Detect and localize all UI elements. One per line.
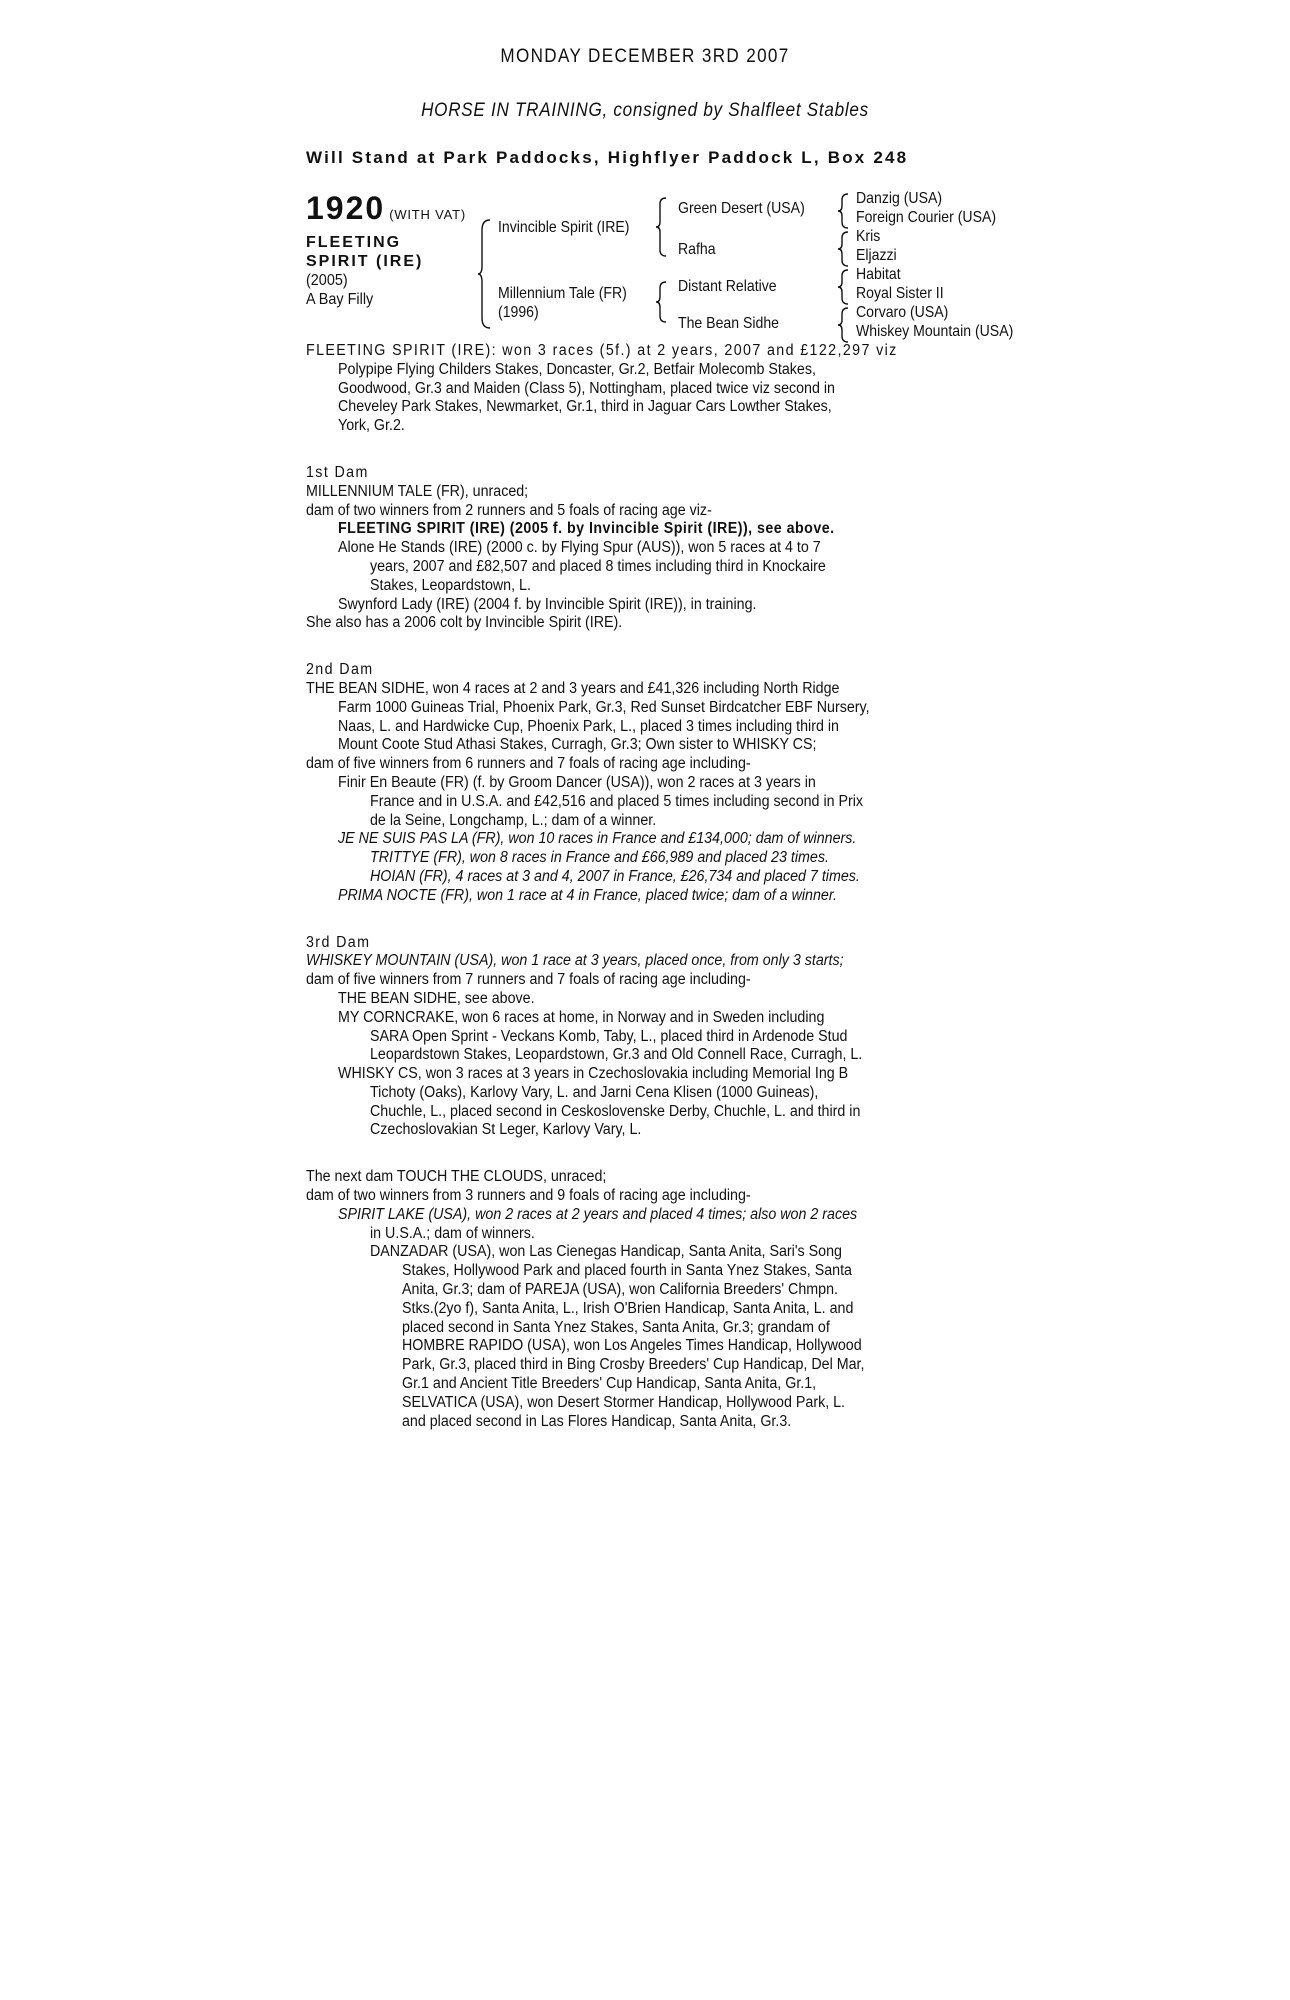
- text-line: PRIMA NOCTE (FR), won 1 race at 4 in France, placed twice; dam of a winner.: [338, 886, 838, 904]
- g5-name: Habitat: [856, 266, 901, 283]
- text-line: WHISKEY MOUNTAIN (USA), won 1 race at 3 years, placed once, from only 3 starts;: [306, 952, 844, 970]
- text-line: HOIAN (FR), 4 races at 3 and 4, 2007 in France, £26,734 and placed 7 times.: [370, 867, 860, 885]
- text-line: dam of two winners from 3 runners and 9 foals of racing age including-: [306, 1187, 751, 1205]
- sire-dam-name: Rafha: [678, 241, 716, 258]
- pedigree-brace-g78: [836, 306, 852, 344]
- g1-name: Danzig (USA): [856, 190, 943, 207]
- text-line: Park, Gr.3, placed third in Bing Crosby Breeders' Cup Handicap, Del Mar,: [402, 1356, 865, 1374]
- text-line: SPIRIT LAKE (USA), won 2 races at 2 years and placed 4 times; also won 2 races: [338, 1205, 858, 1223]
- pedigree-brace-g56: [836, 268, 852, 306]
- text-line: de la Seine, Longchamp, L.; dam of a winner.: [370, 811, 657, 829]
- text-line: dam of two winners from 2 runners and 5 foals of racing age viz-: [306, 501, 712, 519]
- text-line: Stks.(2yo f), Santa Anita, L., Irish O'Brien Handicap, Santa Anita, L. and: [402, 1299, 854, 1317]
- text-line: FLEETING SPIRIT (IRE): won 3 races (5f.) at 2 years, 2007 and £122,297 viz: [306, 342, 898, 359]
- g6-name: Royal Sister II: [856, 285, 944, 302]
- text-line: WHISKY CS, won 3 races at 3 years in Czechoslovakia including Memorial Ing B: [338, 1065, 849, 1083]
- text-line: Gr.1 and Ancient Title Breeders' Cup Handicap, Santa Anita, Gr.1,: [402, 1375, 817, 1393]
- text-line: The next dam TOUCH THE CLOUDS, unraced;: [306, 1168, 607, 1186]
- pedigree-brace-g34: [836, 230, 852, 268]
- text-line: SARA Open Sprint - Veckans Komb, Taby, L., placed third in Ardenode Stud: [370, 1027, 848, 1045]
- g3-name: Kris: [856, 228, 881, 245]
- catalogue-entry-text: [306, 342, 1006, 1431]
- text-line: Stakes, Hollywood Park and placed fourth in Santa Ynez Stakes, Santa: [402, 1262, 852, 1280]
- text-line: placed second in Santa Ynez Stakes, Santa Anita, Gr.3; grandam of: [402, 1318, 830, 1336]
- lot-header: [306, 190, 496, 309]
- sire-name: Invincible Spirit (IRE): [498, 219, 630, 236]
- pedigree-brace-sire: [654, 196, 670, 258]
- text-line: JE NE SUIS PAS LA (FR), won 10 races in France and £134,000; dam of winners.: [338, 830, 857, 848]
- pedigree-brace-dam: [654, 280, 670, 324]
- text-line: Chuchle, L., placed second in Ceskoslovenske Derby, Chuchle, L. and third in: [370, 1102, 861, 1120]
- g8-name: Whiskey Mountain (USA): [856, 323, 1014, 340]
- text-line: Mount Coote Stud Athasi Stakes, Curragh, Gr.3; Own sister to WHISKY CS;: [338, 736, 817, 754]
- section-heading: 2nd Dam: [306, 661, 374, 679]
- text-line: Anita, Gr.3; dam of PAREJA (USA), won California Breeders' Chmpn.: [402, 1281, 838, 1299]
- text-line: SELVATICA (USA), won Desert Stormer Handicap, Hollywood Park, L.: [402, 1393, 846, 1411]
- text-line: York, Gr.2.: [338, 417, 405, 435]
- text-line: dam of five winners from 7 runners and 7 foals of racing age including-: [306, 971, 751, 989]
- stand-location: Will Stand at Park Paddocks, Highflyer Paddock L, Box 248: [306, 148, 909, 167]
- text-line: MY CORNCRAKE, won 6 races at home, in Norway and in Sweden including: [338, 1008, 825, 1026]
- sale-date: MONDAY DECEMBER 3RD 2007: [500, 46, 790, 67]
- text-line: THE BEAN SIDHE, see above.: [338, 989, 535, 1007]
- text-line: and placed second in Las Flores Handicap, Santa Anita, Gr.3.: [402, 1412, 792, 1430]
- text-line: years, 2007 and £82,507 and placed 8 times including third in Knockaire: [370, 557, 826, 575]
- lot-number: 1920: [306, 190, 386, 226]
- g7-name: Corvaro (USA): [856, 304, 949, 321]
- dam-foaling-year: (1996): [498, 304, 539, 321]
- horse-name: FLEETING SPIRIT (IRE): [306, 234, 424, 270]
- vat-note: (WITH VAT): [389, 207, 467, 222]
- text-line: Czechoslovakian St Leger, Karlovy Vary, L.: [370, 1121, 642, 1139]
- text-line: HOMBRE RAPIDO (USA), won Los Angeles Times Handicap, Hollywood: [402, 1337, 862, 1355]
- text-line: France and in U.S.A. and £42,516 and placed 5 times including second in Prix: [370, 792, 864, 810]
- section-heading: 1st Dam: [306, 463, 369, 481]
- text-line: Cheveley Park Stakes, Newmarket, Gr.1, third in Jaguar Cars Lowther Stakes,: [338, 398, 832, 416]
- section-heading: 3rd Dam: [306, 933, 371, 951]
- text-line: Stakes, Leopardstown, L.: [370, 576, 531, 594]
- text-line: Leopardstown Stakes, Leopardstown, Gr.3 and Old Connell Race, Curragh, L.: [370, 1046, 863, 1064]
- text-line: FLEETING SPIRIT (IRE) (2005 f. by Invincible Spirit (IRE)), see above.: [338, 520, 835, 538]
- text-line: THE BEAN SIDHE, won 4 races at 2 and 3 years and £41,326 including North Ridge: [306, 679, 840, 697]
- g2-name: Foreign Courier (USA): [856, 209, 997, 226]
- text-line: Swynford Lady (IRE) (2004 f. by Invincible Spirit (IRE)), in training.: [338, 595, 757, 613]
- text-line: dam of five winners from 6 runners and 7 foals of racing age including-: [306, 755, 751, 773]
- pedigree-brace-main: [476, 218, 496, 330]
- dam-dam-name: The Bean Sidhe: [678, 315, 779, 332]
- text-line: Finir En Beaute (FR) (f. by Groom Dancer (USA)), won 2 races at 3 years in: [338, 773, 816, 791]
- foaling-year: (2005): [306, 272, 348, 289]
- text-line: MILLENNIUM TALE (FR), unraced;: [306, 482, 529, 500]
- dam-name: Millennium Tale (FR): [498, 285, 627, 302]
- consignment-line: HORSE IN TRAINING, consigned by Shalfleet Stables: [421, 100, 869, 121]
- text-line: Alone He Stands (IRE) (2000 c. by Flying Spur (AUS)), won 5 races at 4 to 7: [338, 539, 821, 557]
- text-line: in U.S.A.; dam of winners.: [370, 1224, 535, 1242]
- text-line: TRITTYE (FR), won 8 races in France and £66,989 and placed 23 times.: [370, 849, 829, 867]
- pedigree-brace-g12: [836, 192, 852, 230]
- text-line: Goodwood, Gr.3 and Maiden (Class 5), Nottingham, placed twice viz second in: [338, 379, 835, 397]
- text-line: DANZADAR (USA), won Las Cienegas Handicap, Santa Anita, Sari's Song: [370, 1243, 842, 1261]
- text-line: Polypipe Flying Childers Stakes, Doncaster, Gr.2, Betfair Molecomb Stakes,: [338, 360, 816, 378]
- text-line: Naas, L. and Hardwicke Cup, Phoenix Park, L., placed 3 times including third in: [338, 717, 839, 735]
- text-line: She also has a 2006 colt by Invincible Spirit (IRE).: [306, 614, 623, 632]
- sire-sire-name: Green Desert (USA): [678, 200, 805, 217]
- dam-sire-name: Distant Relative: [678, 278, 777, 295]
- text-line: Tichoty (Oaks), Karlovy Vary, L. and Jarni Cena Klisen (1000 Guineas),: [370, 1083, 819, 1101]
- g4-name: Eljazzi: [856, 247, 897, 264]
- text-line: Farm 1000 Guineas Trial, Phoenix Park, Gr.3, Red Sunset Birdcatcher EBF Nursery,: [338, 698, 870, 716]
- horse-description: A Bay Filly: [306, 291, 374, 308]
